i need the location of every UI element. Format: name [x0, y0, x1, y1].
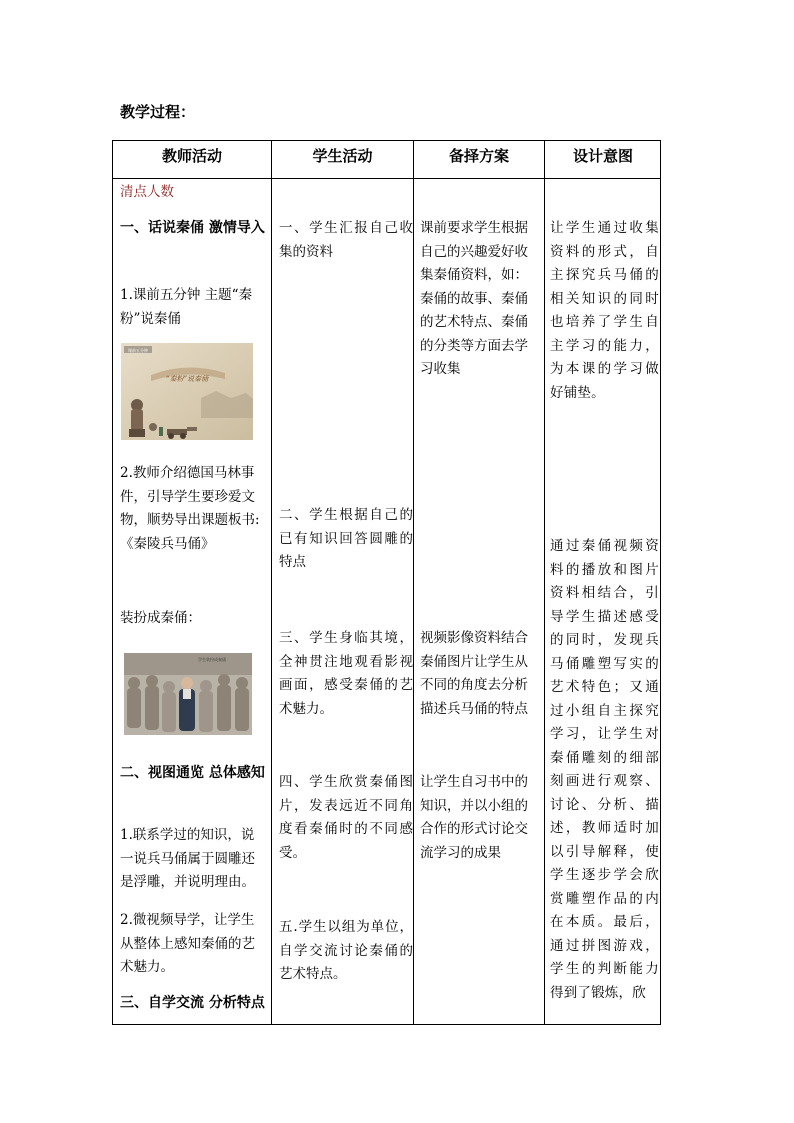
teacher-item-1: 1.课前五分钟 主题“秦粉”说秦俑: [120, 287, 253, 327]
student-activity-cell: [272, 179, 413, 1024]
teacher-item-4: 2.微视频导学，让学生从整体上感知秦俑的艺术魅力。: [120, 912, 255, 975]
header-teacher-activity: 教师活动: [113, 141, 271, 179]
student-item-5: 五.学生以组为单位，自学交流讨论秦俑的艺术特点。: [279, 919, 413, 982]
page-heading: 教学过程：: [120, 103, 196, 121]
intent-item-2: 通过秦俑视频资料的播放和图片资料相结合，引导学生描述感受的同时，发现兵马俑雕塑写实的艺术特色；又通过小组自主探究学习，让学生对秦俑雕刻的细部刻画进行观察、讨论、分析、描述，教师适时加以引导解释，使学生逐步学会欣赏雕塑作品的内在本质。最后，通过拼图游戏，学生的判断能力得到了锻炼，欣: [550, 538, 659, 1001]
student-item-3: 三、学生身临其境，全神贯注地观看影视画面，感受秦俑的艺术魅力。: [279, 630, 413, 717]
roll-call-text: 清点人数: [120, 184, 174, 200]
alternative-plan-cell: [414, 179, 544, 1024]
lesson-table: [112, 140, 661, 1025]
slide-tag-text: 课前五分钟: [128, 348, 148, 353]
alternative-item-1: 课前要求学生根据自己的兴趣爱好收集秦俑资料，如：秦俑的故事、秦俑的艺术特点、秦俑的分类等方面去学习收集: [420, 220, 528, 377]
section-3-title: 三、自学交流 分析特点: [120, 995, 265, 1011]
dressup-photo-image: [124, 653, 252, 735]
qin-fans-slide-image: [121, 343, 253, 440]
header-student-activity: 学生活动: [272, 141, 413, 179]
alternative-item-2: 视频影像资料结合秦俑图片让学生从不同的角度去分析描述兵马俑的特点: [420, 630, 528, 717]
teacher-activity-cell: [113, 179, 271, 1024]
student-item-2: 二、学生根据自己的已有知识回答圆雕的特点: [279, 507, 413, 570]
dressup-label: 装扮成秦俑：: [120, 610, 201, 626]
dressup-photo-caption: 学生装扮成秦俑: [198, 657, 226, 662]
section-1-title: 一、话说秦俑 激情导入: [120, 220, 265, 236]
teacher-item-3: 1.联系学过的知识，说一说兵马俑属于圆雕还是浮雕，并说明理由。: [120, 827, 255, 890]
section-2-title: 二、视图通览 总体感知: [120, 765, 265, 781]
header-alternative-plan: 备择方案: [414, 141, 544, 179]
intent-item-1: 让学生通过收集资料的形式，自主探究兵马俑的相关知识的同时也培养了学生自主学习的能力，为本课的学习做好铺垫。: [550, 220, 659, 401]
student-item-1: 一、学生汇报自己收集的资料: [279, 220, 413, 260]
teacher-item-2: 2.教师介绍德国马林事件，引导学生要珍爱文物，顺势导出课题板书:《秦陵兵马俑》: [120, 465, 260, 552]
student-item-4: 四、学生欣赏秦俑图片，发表远近不同角度看秦俑时的不同感受。: [279, 774, 413, 861]
design-intent-cell: [545, 179, 662, 1024]
header-design-intent: 设计意图: [545, 141, 661, 179]
slide-title-text: “秦粉”说秦俑: [165, 375, 209, 383]
alternative-item-3: 让学生自习书中的知识，并以小组的合作的形式讨论交流学习的成果: [420, 774, 528, 861]
